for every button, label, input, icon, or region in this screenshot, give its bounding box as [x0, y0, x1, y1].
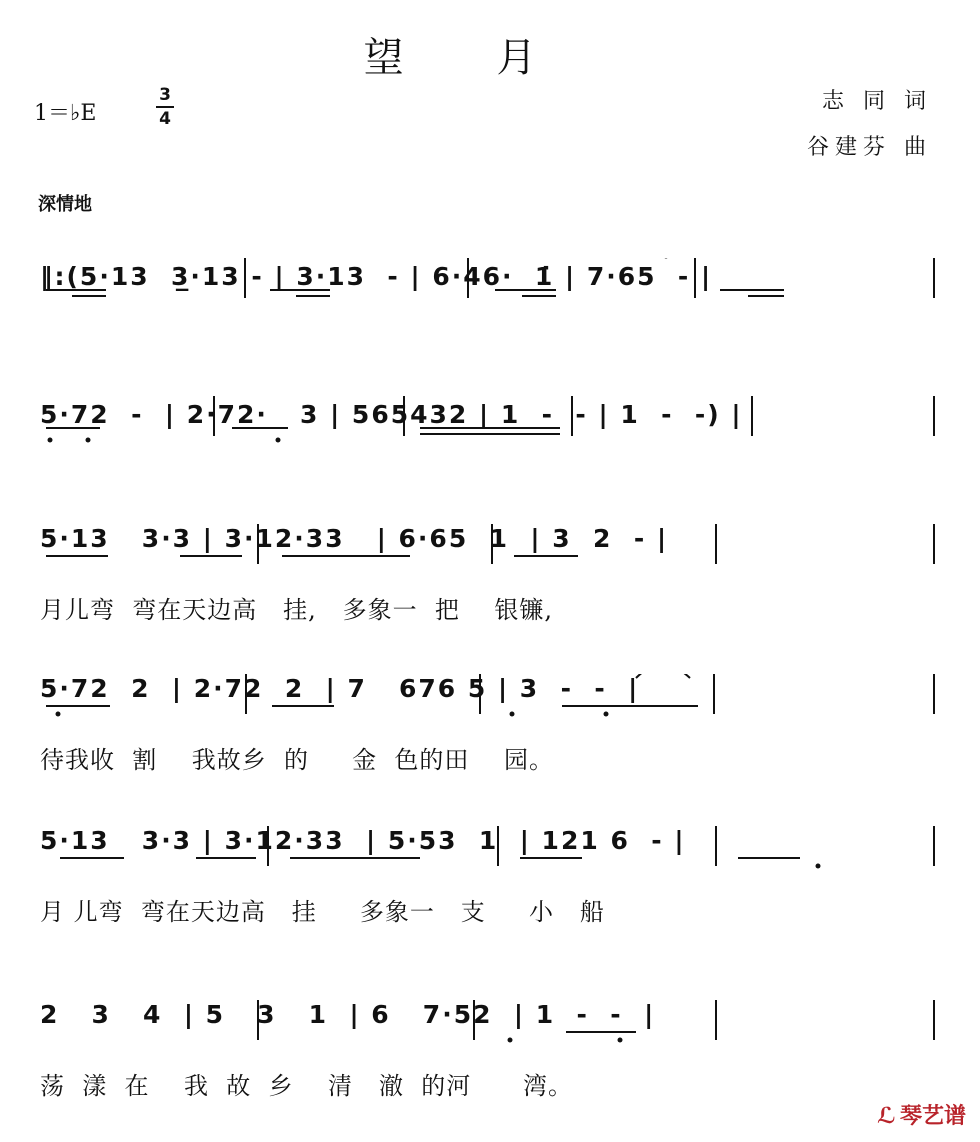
lyrics-line-6: 荡 漾 在 我 故 乡 清 澈 的河 湾。: [40, 1072, 573, 1100]
time-signature-top: 3: [159, 85, 171, 105]
logo-icon: ℒ: [877, 1104, 896, 1129]
watermark-logo: [877, 1099, 966, 1130]
notes-line-1: ‖:(5·13 3̲·13 - | 3·13 - | 6·46· 1̇ | 7·65 - |: [40, 262, 713, 291]
notes-line-6: 2 3 4 | 5 3 1 | 6 7·52 | 1 - - |: [40, 1000, 656, 1029]
watermark-text: 琴艺谱: [899, 1104, 966, 1129]
time-signature: [156, 86, 174, 128]
staff-line-6: [0, 1000, 980, 1142]
staff-line-3: [0, 524, 980, 674]
time-signature-bottom: 4: [159, 109, 171, 129]
notes-line-4: 5·72 2 | 2·72 2 | 7 676 5 | 3 - - |: [40, 674, 640, 703]
lyrics-line-3: 月儿弯 弯在天边高 挂, 多象一 把 银镰,: [40, 596, 554, 624]
notes-line-2: 5·72 - | 2·72· 3 | 565432 | 1 - - | 1 - -) |: [40, 400, 743, 429]
lyrics-line-5: 月 儿弯 弯在天边高 挂 多象一 支 小 船: [40, 898, 605, 926]
notes-line-3: 5·13 3·3 | 3·12·33 | 6·65 1 | 3 2 - |: [40, 524, 669, 553]
staff-line-4: [0, 674, 980, 824]
song-title: 望 月: [363, 35, 577, 81]
tempo-marking: 深情地: [38, 194, 92, 215]
staff-line-1: [0, 258, 980, 408]
time-signature-bar: [156, 106, 174, 108]
key-signature: 1＝♭E: [34, 101, 97, 126]
notes-line-5: 5·13 3·3 | 3·12·33 | 5·53 1 | 121 6 - |: [40, 826, 686, 855]
lyrics-line-4: 待我收 割 我故乡 的 金 色的田 园。: [40, 746, 554, 774]
lyricist-credit: 志 同 词: [822, 89, 932, 114]
composer-credit: 谷建芬 曲: [807, 135, 932, 160]
staff-line-5: [0, 826, 980, 976]
